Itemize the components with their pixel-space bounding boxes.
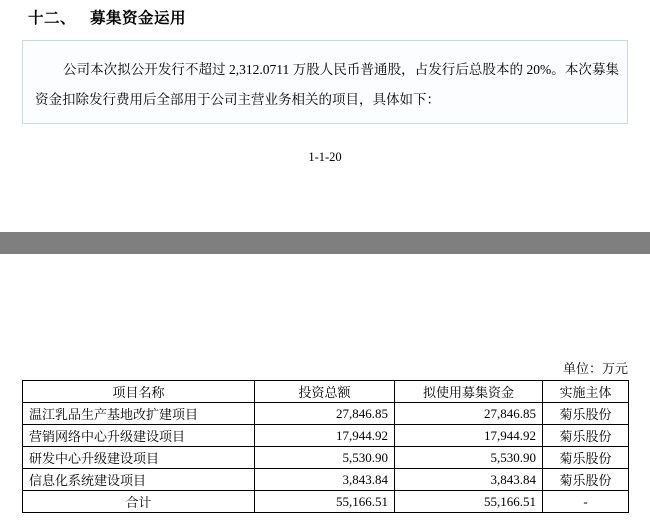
table-row [23, 403, 629, 425]
fund-usage-table [22, 380, 629, 513]
section-title-text: 募集资金运用 [90, 10, 187, 27]
raised-funds-cell: 3,843.84 [395, 469, 543, 491]
implementation-subject-cell: 菊乐股份 [543, 403, 629, 425]
table-header-cell: 拟使用募集资金 [395, 381, 543, 403]
intro-callout-box [22, 40, 628, 124]
table-unit-label: 单位：万元 [562, 361, 628, 376]
table-header-cell: 实施主体 [543, 381, 629, 403]
table-row [23, 469, 629, 491]
project-name-cell: 营销网络中心升级建设项目 [23, 425, 255, 447]
implementation-subject-cell: 菊乐股份 [543, 447, 629, 469]
intro-paragraph: 公司本次拟公开发行不超过 2,312.0711 万股人民币普通股，占发行后总股本的 20%。本次募集资金扣除发行费用后全部用于公司主营业务相关的项目，具体如下： [35, 62, 619, 107]
raised-funds-cell: 5,530.90 [395, 447, 543, 469]
table-row [23, 447, 629, 469]
implementation-subject-cell: 菊乐股份 [543, 469, 629, 491]
total-subject-cell: - [543, 491, 629, 513]
total-investment-cell: 55,166.51 [255, 491, 395, 513]
total-label-cell: 合计 [23, 491, 255, 513]
investment-total-cell: 5,530.90 [255, 447, 395, 469]
table-header-cell: 投资总额 [255, 381, 395, 403]
project-name-cell: 研发中心升级建设项目 [23, 447, 255, 469]
project-name-cell: 温江乳品生产基地改扩建项目 [23, 403, 255, 425]
raised-funds-cell: 27,846.85 [395, 403, 543, 425]
table-header-row [23, 381, 629, 403]
implementation-subject-cell: 菊乐股份 [543, 425, 629, 447]
project-name-cell: 信息化系统建设项目 [23, 469, 255, 491]
total-raised-cell: 55,166.51 [395, 491, 543, 513]
raised-funds-cell: 17,944.92 [395, 425, 543, 447]
investment-total-cell: 27,846.85 [255, 403, 395, 425]
investment-total-cell: 3,843.84 [255, 469, 395, 491]
section-heading [28, 6, 186, 28]
investment-total-cell: 17,944.92 [255, 425, 395, 447]
gray-divider-band [0, 232, 650, 254]
table-header-cell: 项目名称 [23, 381, 255, 403]
page-number: 1-1-20 [308, 150, 342, 164]
table-row [23, 425, 629, 447]
table-total-row [23, 491, 629, 513]
section-number: 十二、 [28, 10, 77, 27]
